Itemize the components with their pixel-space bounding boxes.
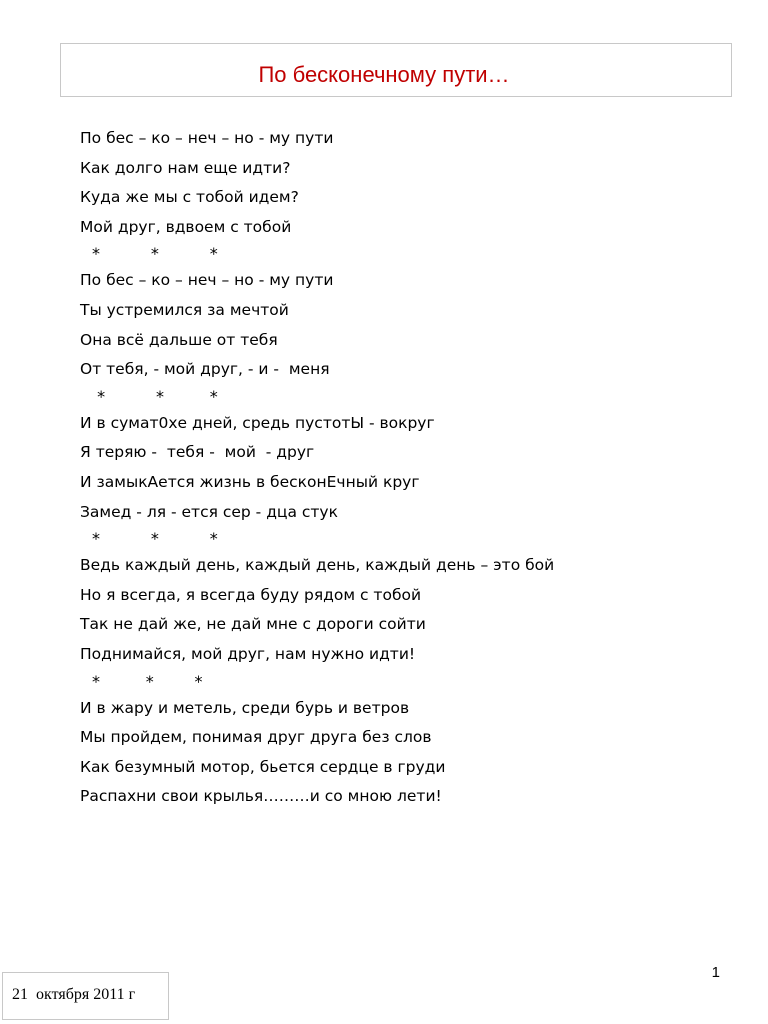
poem-line: По бес – ко – неч – но - му пути <box>80 129 334 147</box>
poem-line: Поднимайся, мой друг, нам нужно идти! <box>80 644 416 663</box>
poem-line: Но я всегда, я всегда буду рядом с тобой <box>80 585 422 604</box>
stanza-4 <box>80 551 720 669</box>
poem-line: Ты устремился за мечтой <box>80 300 289 319</box>
slide-title: По бесконечному пути… <box>258 62 510 87</box>
poem-line: Так не дай же, не дай мне с дороги сойти <box>80 615 426 634</box>
poem-line: Она всё дальше от тебя <box>80 330 278 349</box>
poem-line: Куда же мы с тобой идем? <box>80 188 299 207</box>
stanza-separator: * * * <box>92 671 203 691</box>
poem-line: Ведь каждый день, каждый день, каждый день – это бой <box>80 556 555 575</box>
date-label: 21 октября 2011 г <box>12 986 136 1003</box>
poem-line: И замыкАется жизнь в бесконЕчный круг <box>80 472 420 491</box>
poem-body <box>80 124 720 812</box>
stanza-5 <box>80 694 720 812</box>
stanza-separator: * * * <box>92 529 218 549</box>
poem-line: Мой друг, вдвоем с тобой <box>80 217 292 236</box>
poem-line: Как долго нам еще идти? <box>80 158 291 177</box>
page-number: 1 <box>711 964 720 981</box>
poem-line: По бес – ко – неч – но - му пути <box>80 271 334 290</box>
stanza-3 <box>80 409 720 527</box>
poem-line: Мы пройдем, понимая друг друга без слов <box>80 728 432 747</box>
stanza-1 <box>80 124 720 242</box>
poem-line: Распахни свои крылья………и со мною лети! <box>80 787 442 806</box>
poem-line: Замед - ля - ется сер - дца стук <box>80 502 338 521</box>
stanza-separator: * * * <box>92 244 218 264</box>
poem-line: И в сумат0хе дней, средь пустотЫ - вокруг <box>80 413 435 432</box>
stanza-separator: * * * <box>92 386 218 406</box>
poem-line: Я теряю - тебя - мой - друг <box>80 443 315 462</box>
stanza-2 <box>80 266 720 384</box>
poem-line: От тебя, - мой друг, - и - меня <box>80 360 330 379</box>
poem-line: Как безумный мотор, бьется сердце в груди <box>80 757 446 776</box>
poem-line: И в жару и метель, среди бурь и ветров <box>80 698 410 717</box>
